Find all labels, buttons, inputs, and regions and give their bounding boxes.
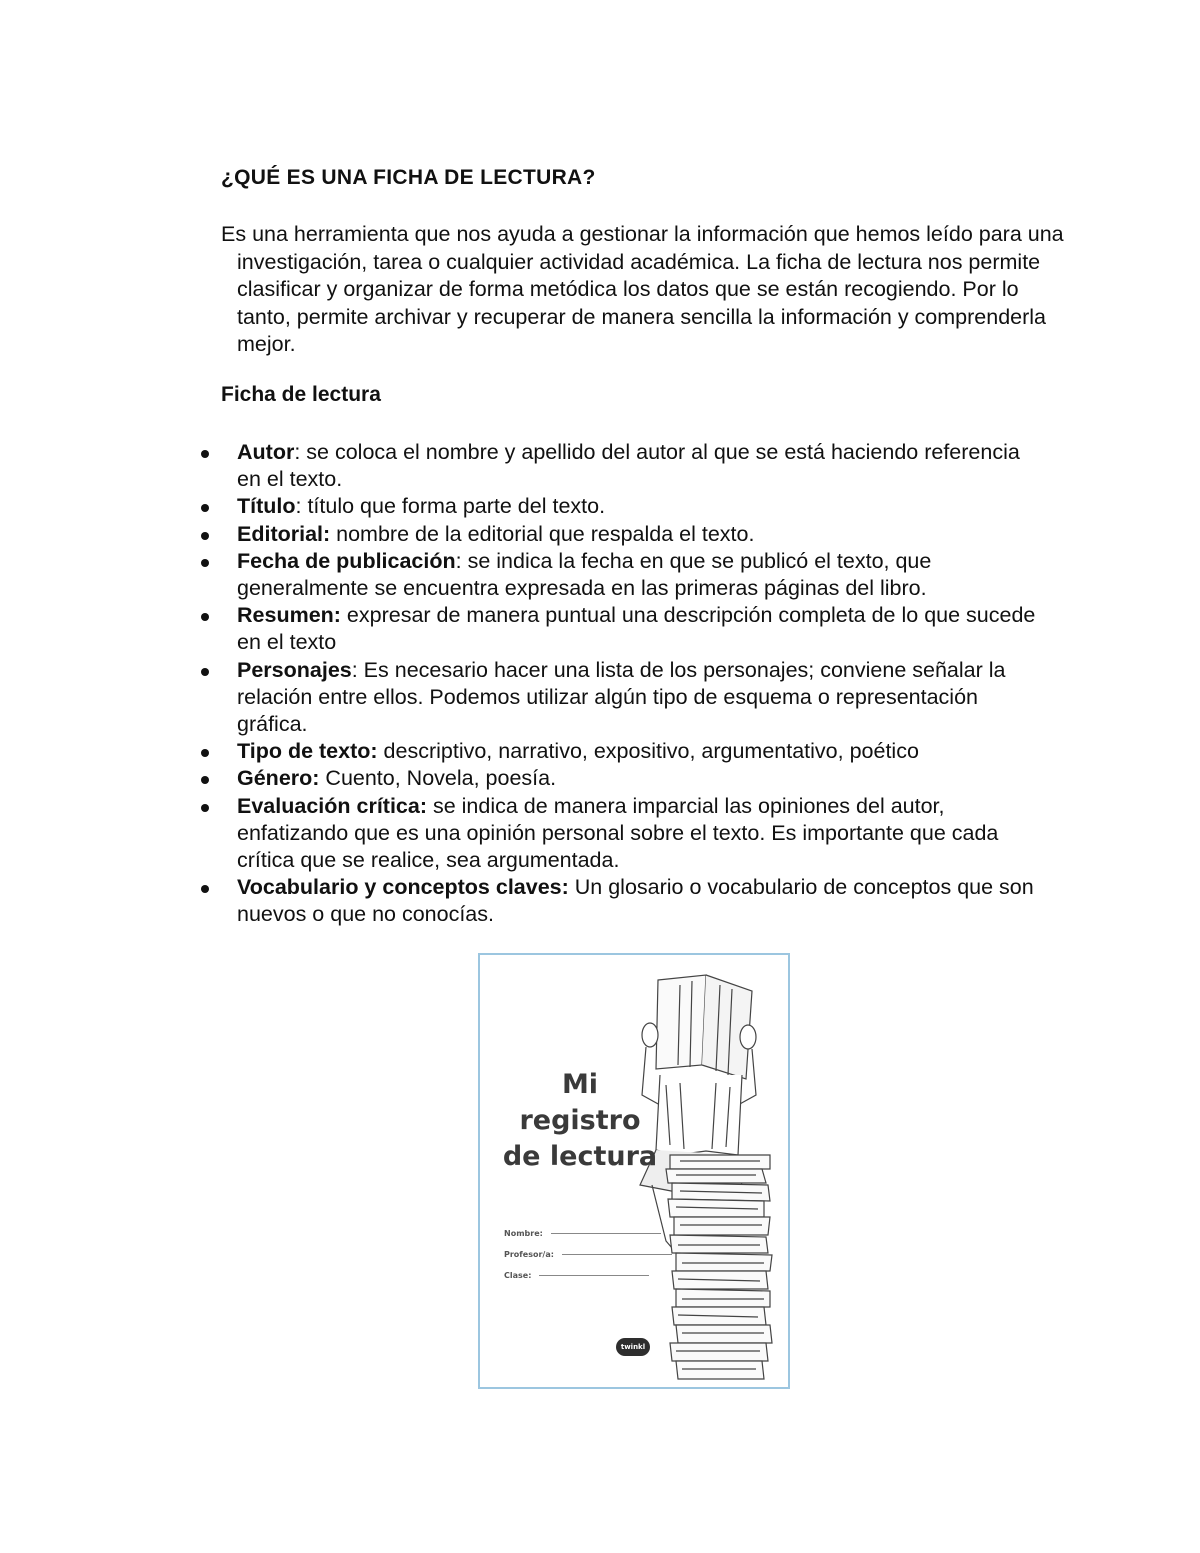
list-item — [237, 493, 1047, 520]
intro-paragraph: Es una herramienta que nos ayuda a gestionar la información que hemos leído para una investigación, tarea o cualquier actividad académica. La ficha de lectura nos permite clasificar y organizar de forma metódica los datos que se están recogiendo. Por lo tanto, permite archivar y recuperar de manera sencilla la información y comprenderla mejor. — [221, 222, 1064, 356]
cover-form-line — [551, 1233, 661, 1234]
field-term: Personajes — [237, 657, 352, 682]
field-description: : se coloca el nombre y apellido del autor al que se está haciendo referencia en el texto. — [237, 440, 1020, 492]
cover-form-line — [562, 1254, 672, 1255]
list-item — [237, 874, 1047, 928]
field-description: : Es necesario hacer una lista de los personajes; conviene señalar la relación entre ellos. Podemos utilizar algún tipo de esquema o representación gráfica. — [237, 657, 1006, 737]
cover-form-label: Profesor/a: — [504, 1250, 554, 1259]
cover-form — [504, 1223, 672, 1286]
field-term: Tipo de texto: — [237, 739, 378, 764]
cover-form-row — [504, 1223, 672, 1244]
cover-form-line — [539, 1275, 649, 1276]
bullet-icon — [201, 804, 209, 812]
field-description: nombre de la editorial que respalda el texto. — [330, 521, 755, 546]
field-term: Género: — [237, 766, 320, 791]
field-term: Autor — [237, 440, 295, 464]
cover-form-label: Nombre: — [504, 1229, 543, 1238]
bullet-icon — [201, 776, 209, 784]
bullet-icon — [201, 613, 209, 621]
bullet-icon — [201, 504, 209, 512]
list-item — [237, 602, 1047, 656]
bullet-icon — [201, 559, 209, 567]
field-description: expresar de manera puntual una descripción completa de lo que sucede en el texto — [237, 603, 1036, 655]
bullet-icon — [201, 749, 209, 757]
field-term: Fecha de publicación — [237, 548, 456, 573]
field-description: descriptivo, narrativo, expositivo, argumentativo, poético — [377, 739, 919, 764]
bullet-icon — [201, 668, 209, 676]
cover-title-line: Mi — [561, 1069, 599, 1100]
twinkl-logo: twinkl — [616, 1338, 650, 1356]
cover-title — [480, 1067, 680, 1175]
list-item — [237, 738, 1047, 765]
field-term: Vocabulario y conceptos claves: — [237, 875, 569, 900]
field-description: : título que forma parte del texto. — [295, 494, 606, 519]
field-term: Editorial: — [237, 521, 331, 546]
cover-form-label: Clase: — [504, 1271, 532, 1280]
field-description: Un glosario o vocabulario de conceptos que son nuevos o que no conocías. — [237, 875, 1034, 927]
field-description: : se indica la fecha en que se publicó el texto, que generalmente se encuentra expresada en las primeras páginas del libro. — [237, 548, 932, 601]
field-term: Evaluación crítica: — [237, 793, 427, 818]
bullet-icon — [201, 450, 209, 458]
field-term: Título — [237, 494, 296, 519]
list-item — [237, 548, 1047, 602]
cover-title-line: de lectura — [502, 1141, 658, 1172]
bullet-icon — [201, 532, 209, 540]
section-subheading: Ficha de lectura — [221, 383, 381, 406]
list-item — [237, 521, 1047, 548]
cover-form-row — [504, 1244, 672, 1265]
field-term: Resumen: — [237, 603, 341, 628]
cover-form-row — [504, 1265, 672, 1286]
list-item — [237, 657, 1047, 739]
bullet-icon — [201, 885, 209, 893]
list-item — [237, 793, 1047, 875]
field-description: Cuento, Novela, poesía. — [319, 766, 557, 791]
list-item — [237, 765, 1047, 792]
list-item — [237, 439, 1047, 493]
reading-log-cover-image — [478, 953, 790, 1389]
page-heading: ¿QUÉ ES UNA FICHA DE LECTURA? — [221, 166, 596, 189]
fields-list — [237, 439, 1047, 929]
cover-title-line: registro — [519, 1105, 641, 1136]
field-description: se indica de manera imparcial las opiniones del autor, enfatizando que es una opinión personal sobre el texto. Es importante que cada crítica que se realice, sea argumentada. — [237, 793, 999, 873]
